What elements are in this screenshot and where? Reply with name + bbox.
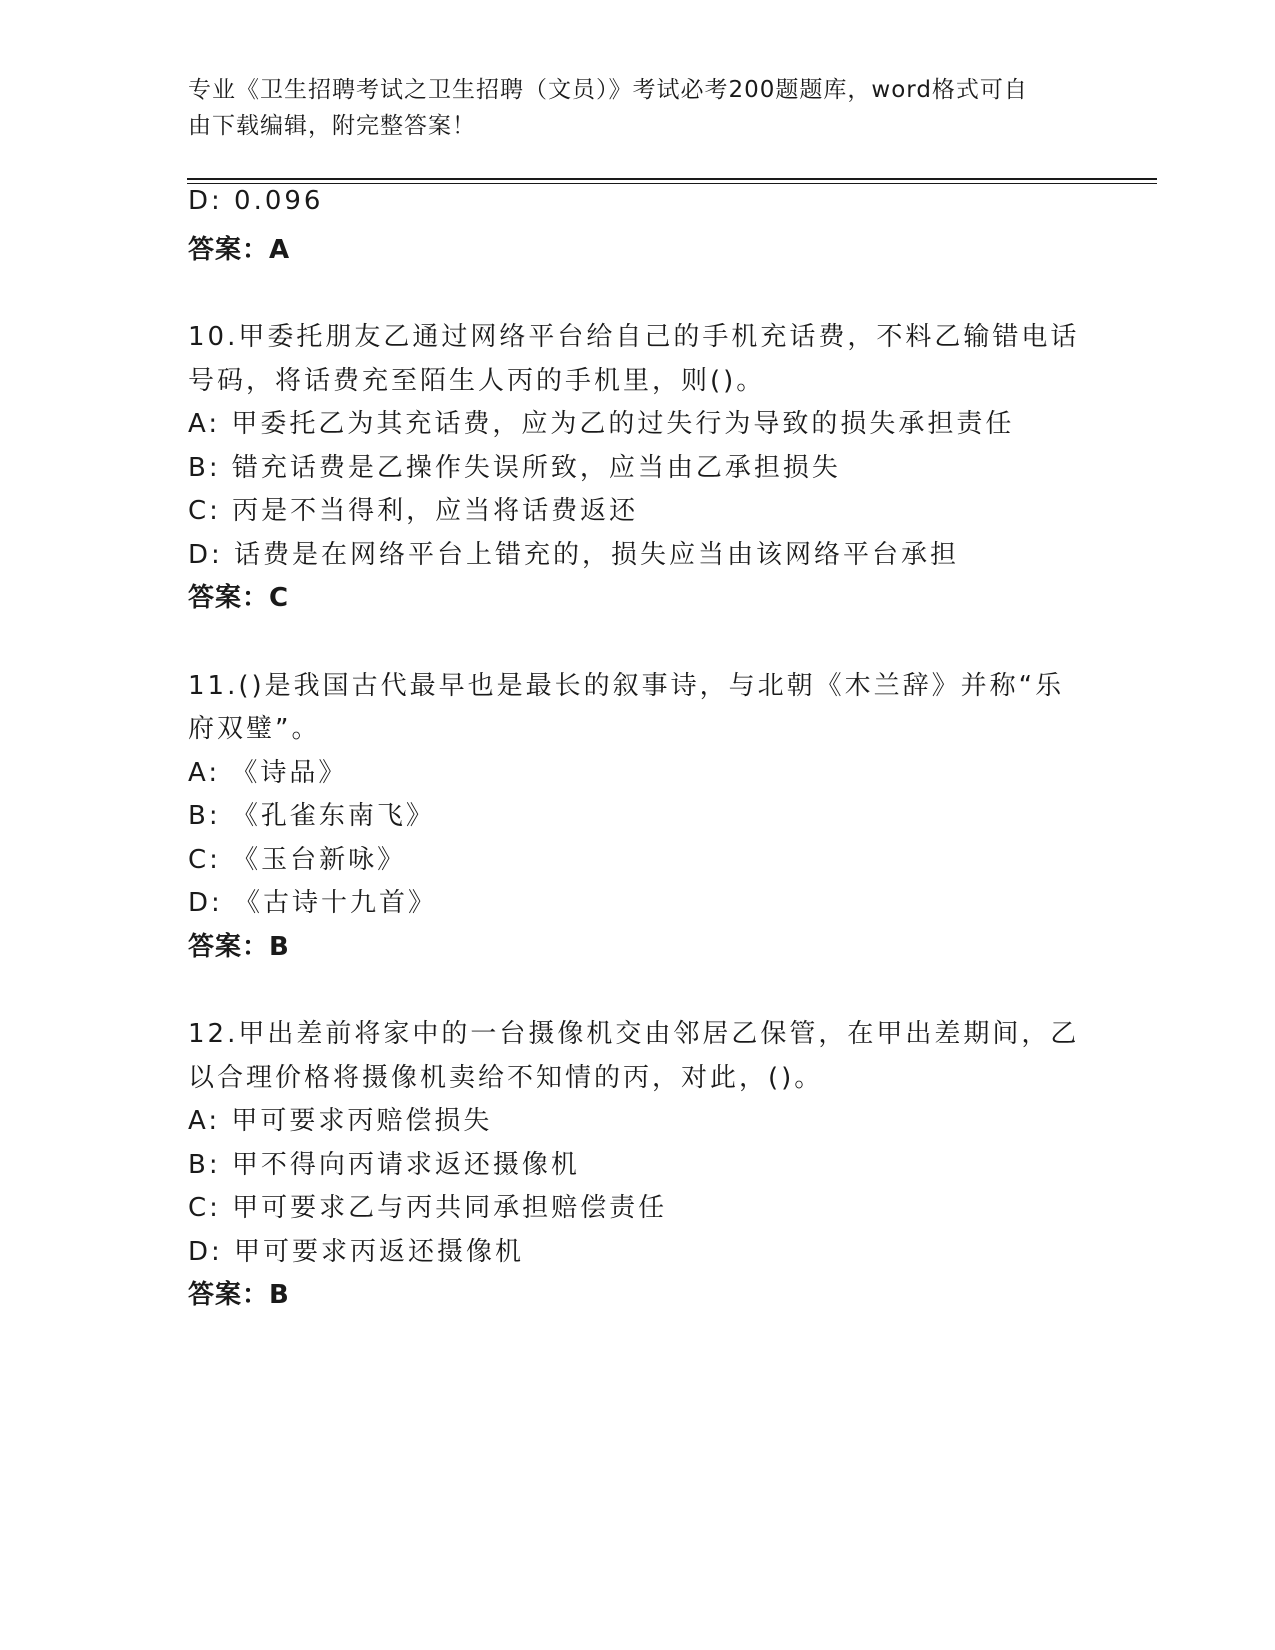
header-divider-thin [187,183,1157,184]
option-b: B: 错充话费是乙操作失误所致，应当由乙承担损失 [188,453,841,483]
option-d: D: 话费是在网络平台上错充的，损失应当由该网络平台承担 [188,540,960,570]
option-a: A: 甲委托乙为其充话费，应为乙的过失行为导致的损失承担责任 [188,409,1015,439]
option-a: A: 《诗品》 [188,758,348,788]
question-stem-line-2: 府双璧”。 [188,714,321,744]
option-b: B: 《孔雀东南飞》 [188,801,435,831]
option-d: D: 甲可要求丙返还摄像机 [188,1237,525,1267]
question-answer: 答案：C [188,583,290,613]
option-d: D: 《古诗十九首》 [188,888,438,918]
header-line-2: 由下载编辑，附完整答案！ [188,113,476,139]
option-c: C: 丙是不当得利，应当将话费返还 [188,496,639,526]
carry-over-answer: 答案：A [188,235,291,265]
option-b: B: 甲不得向丙请求返还摄像机 [188,1150,580,1180]
question-answer: 答案：B [188,1280,290,1310]
question-stem-line-2: 以合理价格将摄像机卖给不知情的丙，对此，()。 [188,1063,824,1093]
document-header [188,72,1068,144]
question-stem-line-1: 10.甲委托朋友乙通过网络平台给自己的手机充话费，不料乙输错电话 [188,322,1080,352]
header-divider-thick [187,178,1157,180]
question-stem-line-1: 12.甲出差前将家中的一台摄像机交由邻居乙保管，在甲出差期间，乙 [188,1019,1080,1049]
question-stem-line-2: 号码，将话费充至陌生人丙的手机里，则()。 [188,366,766,396]
carry-over-option-d: D: 0.096 [188,186,324,216]
option-a: A: 甲可要求丙赔偿损失 [188,1106,493,1136]
header-line-1: 专业《卫生招聘考试之卫生招聘（文员）》考试必考200题题库，word格式可自 [188,77,1028,103]
option-c: C: 甲可要求乙与丙共同承担赔偿责任 [188,1193,668,1223]
option-c: C: 《玉台新咏》 [188,845,407,875]
question-stem-line-1: 11.()是我国古代最早也是最长的叙事诗，与北朝《木兰辞》并称“乐 [188,671,1065,701]
question-answer: 答案：B [188,932,290,962]
